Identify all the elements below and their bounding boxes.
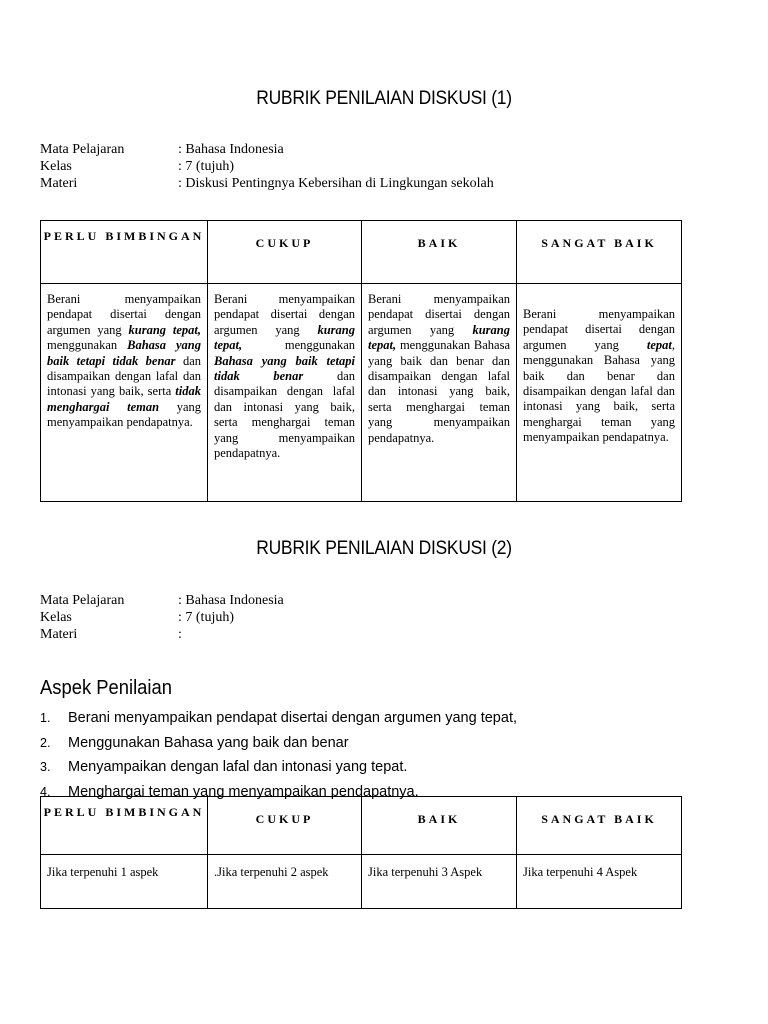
meta-label: Materi xyxy=(40,176,78,191)
criteria-cukup: Berani menyampaikan pendapat disertai dengan argumen yang kurang tepat, menggunakan Bahasa yang baik tetapi tidak benar dan disampaikan dengan lafal dan intonasi yang baik, serta menghargai teman yang menyampaikan pendapatnya. xyxy=(214,292,355,461)
criteria-perlu-bimbingan: Berani menyampaikan pendapat disertai dengan argumen yang kurang tepat, menggunakan Bahasa yang baik tetapi tidak benar dan disampaikan dengan lafal dan intonasi yang baik, serta tidak menghargai teman yang menyampaikan pendapatnya. xyxy=(47,292,202,430)
rubric-1-title: RUBRIK PENILAIAN DISKUSI (1) xyxy=(256,88,512,109)
meta-label: Kelas xyxy=(40,610,72,625)
list-text: Menyampaikan dengan lafal dan intonasi yang tepat. xyxy=(68,759,408,776)
meta-row-material xyxy=(40,626,284,643)
header-baik: BAIK xyxy=(362,221,517,284)
meta-label: Mata Pelajaran xyxy=(40,593,125,608)
criteria-baik: Berani menyampaikan pendapat disertai dengan argumen yang kurang tepat, menggunakan Bahasa yang baik dan benar dan disampaikan dengan lafal dan intonasi yang baik, serta menghargai teman yang menyampaikan pendapatnya. xyxy=(368,292,510,445)
meta-row-material xyxy=(40,175,494,192)
criteria-perlu-bimbingan: Jika terpenuhi 1 aspek xyxy=(47,865,159,879)
list-number: 1. xyxy=(40,711,51,726)
aspek-list xyxy=(40,706,517,804)
meta-row-subject xyxy=(40,141,494,158)
rubric-1-header-row xyxy=(41,221,682,284)
meta-value: : Diskusi Pentingnya Kebersihan di Lingkungan sekolah xyxy=(178,176,494,191)
list-item xyxy=(40,706,517,731)
header-perlu-bimbingan: PERLU BIMBINGAN xyxy=(41,797,208,855)
header-sangat-baik: SANGAT BAIK xyxy=(517,797,682,855)
meta-label: Materi xyxy=(40,627,78,642)
header-sangat-baik: SANGAT BAIK xyxy=(517,221,682,284)
rubric-1-body-row xyxy=(41,284,682,502)
list-text: Menghargai teman yang menyampaikan pendapatnya. xyxy=(68,783,419,800)
header-cukup: CUKUP xyxy=(208,221,362,284)
rubric-2-body-row xyxy=(41,855,682,909)
meta-row-class xyxy=(40,609,284,626)
list-item xyxy=(40,755,517,780)
list-item xyxy=(40,731,517,756)
meta-row-class xyxy=(40,158,494,175)
aspek-heading: Aspek Penilaian xyxy=(40,677,172,699)
meta-value: : Bahasa Indonesia xyxy=(178,142,284,157)
list-number: 2. xyxy=(40,735,51,750)
header-cukup: CUKUP xyxy=(208,797,362,855)
meta-value: : 7 (tujuh) xyxy=(178,610,234,625)
rubric-1-meta xyxy=(40,141,494,192)
criteria-baik: Jika terpenuhi 3 Aspek xyxy=(368,865,483,879)
criteria-sangat-baik: Berani menyampaikan pendapat disertai dengan argumen yang tepat, menggunakan Bahasa yang baik dan benar dan disampaikan dengan lafal dan intonasi yang baik, serta menghargai teman yang menyampaikan pendapatnya. xyxy=(523,307,675,445)
rubric-2-meta xyxy=(40,592,284,643)
meta-value: : 7 (tujuh) xyxy=(178,159,234,174)
list-text: Menggunakan Bahasa yang baik dan benar xyxy=(68,734,349,751)
rubric-2-table xyxy=(40,796,682,909)
criteria-cukup: .Jika terpenuhi 2 aspek xyxy=(214,865,329,879)
rubric-2-title: RUBRIK PENILAIAN DISKUSI (2) xyxy=(256,538,512,559)
rubric-1-table xyxy=(40,220,682,502)
meta-value: : Bahasa Indonesia xyxy=(178,593,284,608)
meta-value: : xyxy=(178,627,182,642)
meta-row-subject xyxy=(40,592,284,609)
list-number: 4. xyxy=(40,784,51,799)
meta-label: Kelas xyxy=(40,159,72,174)
criteria-sangat-baik: Jika terpenuhi 4 Aspek xyxy=(523,865,638,879)
header-baik: BAIK xyxy=(362,797,517,855)
meta-label: Mata Pelajaran xyxy=(40,142,125,157)
list-number: 3. xyxy=(40,760,51,775)
list-text: Berani menyampaikan pendapat disertai dengan argumen yang tepat, xyxy=(68,710,517,727)
header-perlu-bimbingan: PERLU BIMBINGAN xyxy=(41,221,208,284)
rubric-2-header-row xyxy=(41,797,682,855)
